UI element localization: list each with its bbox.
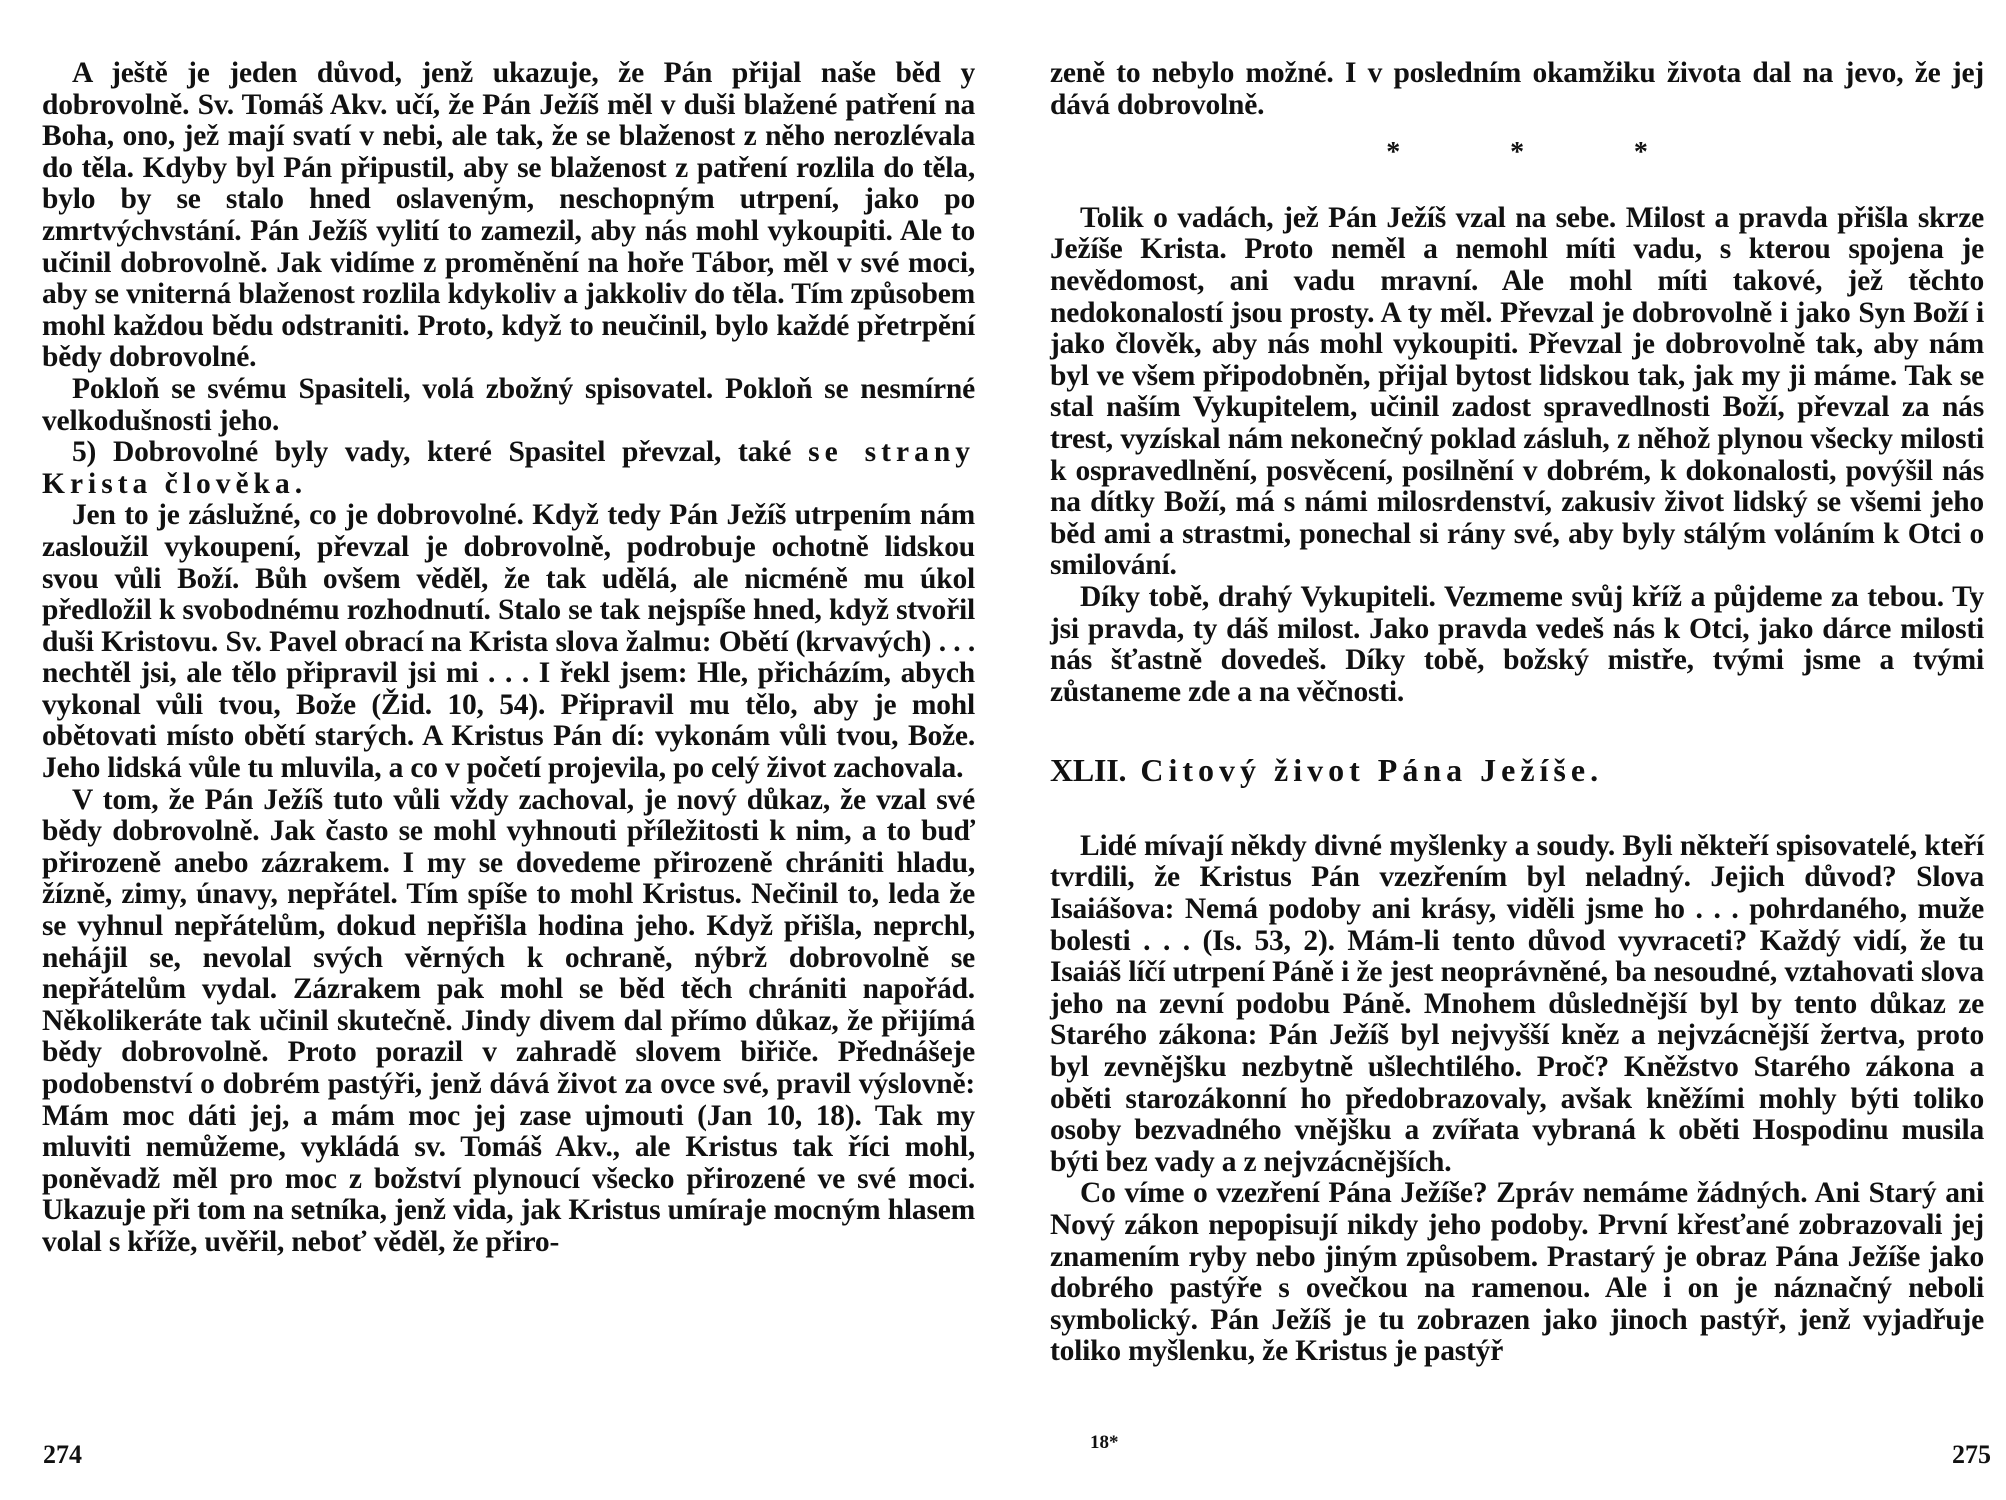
- paragraph: A ještě je jeden důvod, jenž ukazuje, že Pán přijal naše běd y dobrovolně. Sv. Tomáš Akv. učí, že Pán Ježíš měl v duši blažené patření na Boha, ono, jež mají svatí v nebi, ale tak, že se blaženost z něho nerozlévala do těla. Kdyby byl Pán připustil, aby se blaženost z patření rozlila do těla, bylo by se stalo hned oslaveným, neschopným utrpení, jako po zmrtvýchvstání. Pán Ježíš vylití to zamezil, aby nás mohl vykoupiti. Ale to učinil dobrovolně. Jak vidíme z proměnění na hoře Tábor, měl v své moci, aby se vniterná blaženost rozlila kdykoliv a jakkoliv do těla. Tím způsobem mohl každou bědu odstraniti. Proto, když to neučinil, bylo každé přetrpění bědy dobrovolné.: [42, 57, 975, 374]
- chapter-number: XLII.: [1050, 752, 1127, 789]
- continuation-paragraph: zeně to nebylo možné. I v posledním okamžiku života dal na jevo, že jej dává dobrovolně.: [1050, 57, 1984, 121]
- point-5-emphasis: se strany Krista člověka: [42, 436, 975, 500]
- star-mark: *: [1633, 137, 1648, 169]
- paragraph: Lidé mívají někdy divné myšlenky a soudy. Byli někteří spisovatelé, kteří tvrdili, že Kristus Pán vzezřením byl neladný. Jejich důvod? Slova Isaiášova: Nemá podoby ani krásy, viděli jsme ho . . . pohrdaného, muže bolesti . . . (Is. 53, 2). Mám-li tento důvod vyvraceti? Každý vidí, že tu Isaiáš líčí utrpení Páně i že jest neoprávněné, ba nesoudné, vztahovati slova jeho na zevní podobu Páně. Mnohem důslednější byl by tento důkaz ze Starého zákona: Pán Ježíš byl nejvyšší kněz a nejvzácnější žertva, proto byl zevnějšku nezbytně ušlechtilého. Proč? Kněžstvo Starého zákona a oběti starozákonní ho předobrazovaly, avšak kněžími mohly býti toliko osoby bezvadného vnějšku a zvířata vybraná k oběti Hospodinu musila býti bez vady a z nejvzácnějších.: [1050, 829, 1984, 1178]
- paragraph: Pokloň se svému Spasiteli, volá zbožný spisovatel. Pokloň se nesmírné velkodušnosti jeho.: [42, 372, 975, 437]
- paragraph: Co víme o vzezření Pána Ježíše? Zpráv nemáme žádných. Ani Starý ani Nový zákon nepopisují nikdy jeho podoby. První křesťané zobrazovali jej znamením ryby nebo jiným způsobem. Prastarý je obraz Pána Ježíše jako dobrého pastýře s ovečkou na ramenou. Ale i on je náznačný neboli symbolický. Pán Ježíš je tu zobrazen jako jinoch pastýř, jenž vyjadřuje toliko myšlenku, že Kristus je pastýř: [1050, 1177, 1984, 1368]
- paragraph: Tolik o vadách, jež Pán Ježíš vzal na sebe. Milost a pravda přišla skrze Ježíše Krista. Proto neměl a nemohl míti vadu, s kterou spojena je nevědomost, ani vadu mravní. Ale mohl míti takové, jež těchto nedokonalostí jsou prosty. A ty měl. Převzal je dobrovolně i jako Syn Boží i jako člověk, aby nás mohl vykoupiti. Převzal je dobrovolně tak, aby nám byl ve všem připodobněn, přijal bytost lidskou tak, jak my ji máme. Tak se stal naším Vykupitelem, učinil zadost spravedlnosti Boží, převzal za nás trest, vyzískal nám nekonečný poklad zásluh, z něhož plynou všecky milosti k ospravedlnění, posvěcení, posilnění v dobrém, k dokonalosti, povýšil nás na dítky Boží, má s námi milosrdenství, zakusiv život lidský se všemi jeho běd ami a strastmi, ponechal si rány své, aby byly stálým voláním k Otci o smilování.: [1050, 201, 1984, 582]
- signature-mark: 18*: [1090, 1432, 1119, 1453]
- point-5-paragraph: [42, 437, 975, 500]
- chapter-heading: [1050, 752, 1984, 789]
- point-5-tail: .: [294, 467, 302, 500]
- section-divider-stars: [1050, 137, 1984, 169]
- right-page: [1003, 0, 2006, 1500]
- page-number-right: 275: [1952, 1440, 1991, 1469]
- page-number-left: 274: [43, 1440, 82, 1469]
- star-mark: *: [1510, 137, 1524, 169]
- point-5-lead: 5) Dobrovolné byly vady, které Spasitel převzal, také: [72, 436, 809, 469]
- chapter-title: Citový život Pána Ježíše.: [1140, 752, 1604, 789]
- paragraph: V tom, že Pán Ježíš tuto vůli vždy zachoval, je nový důkaz, že vzal své bědy dobrovolně. Jak často se mohl vyhnouti příležitosti k nim, a to buď přirozeně anebo zázrakem. I my se dovedeme přirozeně chrániti hladu, žízně, zimy, únavy, nepřátel. Tím spíše to mohl Kristus. Nečinil to, leda že se vyhnul nepřátelům, dokud nepřišla hodina jeho. Když přišla, neprchl, nehájil se, nevolal svých věrných k ochraně, nýbrž dobrovolně se nepřátelům vydal. Zázrakem pak mohl se běd těch chrániti napořád. Několikeráte tak učinil skutečně. Jindy divem dal přímo důkaz, že přijímá bědy dobrovolně. Proto porazil v zahradě slovem biřiče. Přednášeje podobenství o dobrém pastýři, jenž dává život za ovce své, pravil výslovně: Mám moc dáti jej, a mám moc jej zase ujmouti (Jan 10, 18). Tak my mluviti nemůžeme, vykládá sv. Tomáš Akv., ale Kristus tak říci mohl, poněvadž měl pro moc z božství plynoucí všecko přirozené ve své moci. Ukazuje při tom na setníka, jenž vida, jak Kristus umíraje mocným hlasem volal s kříže, uvěřil, neboť věděl, že přiro-: [42, 783, 975, 1258]
- paragraph: Díky tobě, drahý Vykupiteli. Vezmeme svůj kříž a půjdeme za tebou. Ty jsi pravda, ty dáš milost. Jako pravda vedeš nás k Otci, jako dárce milosti nás šťastně dovedeš. Díky tobě, božský mistře, tvými jsme a tvými zůstaneme zde a na věčnosti.: [1050, 580, 1984, 708]
- star-mark: *: [1386, 137, 1401, 169]
- right-text-column: [1050, 58, 1984, 1368]
- left-text-column: [42, 58, 975, 1259]
- paragraph: Jen to je záslužné, co je dobrovolné. Když tedy Pán Ježíš utrpením nám zasloužil vykoupení, převzal je dobrovolně, podrobuje ochotně lidskou svou vůli Boží. Bůh ovšem věděl, že tak udělá, ale nicméně mu úkol předložil k svobodnému rozhodnutí. Stalo se tak nejspíše hned, když stvořil duši Kristovu. Sv. Pavel obrací na Krista slova žalmu: Obětí (krvavých) . . . nechtěl jsi, ale tělo připravil jsi mi . . . I řekl jsem: Hle, přicházím, abych vykonal vůli tvou, Bože (Žid. 10, 54). Připravil mu tělo, aby je mohl obětovati místo obětí starých. A Kristus Pán dí: vykonám vůli tvou, Bože. Jeho lidská vůle tu mluvila, a co v početí projevila, po celý život zachovala.: [42, 499, 975, 785]
